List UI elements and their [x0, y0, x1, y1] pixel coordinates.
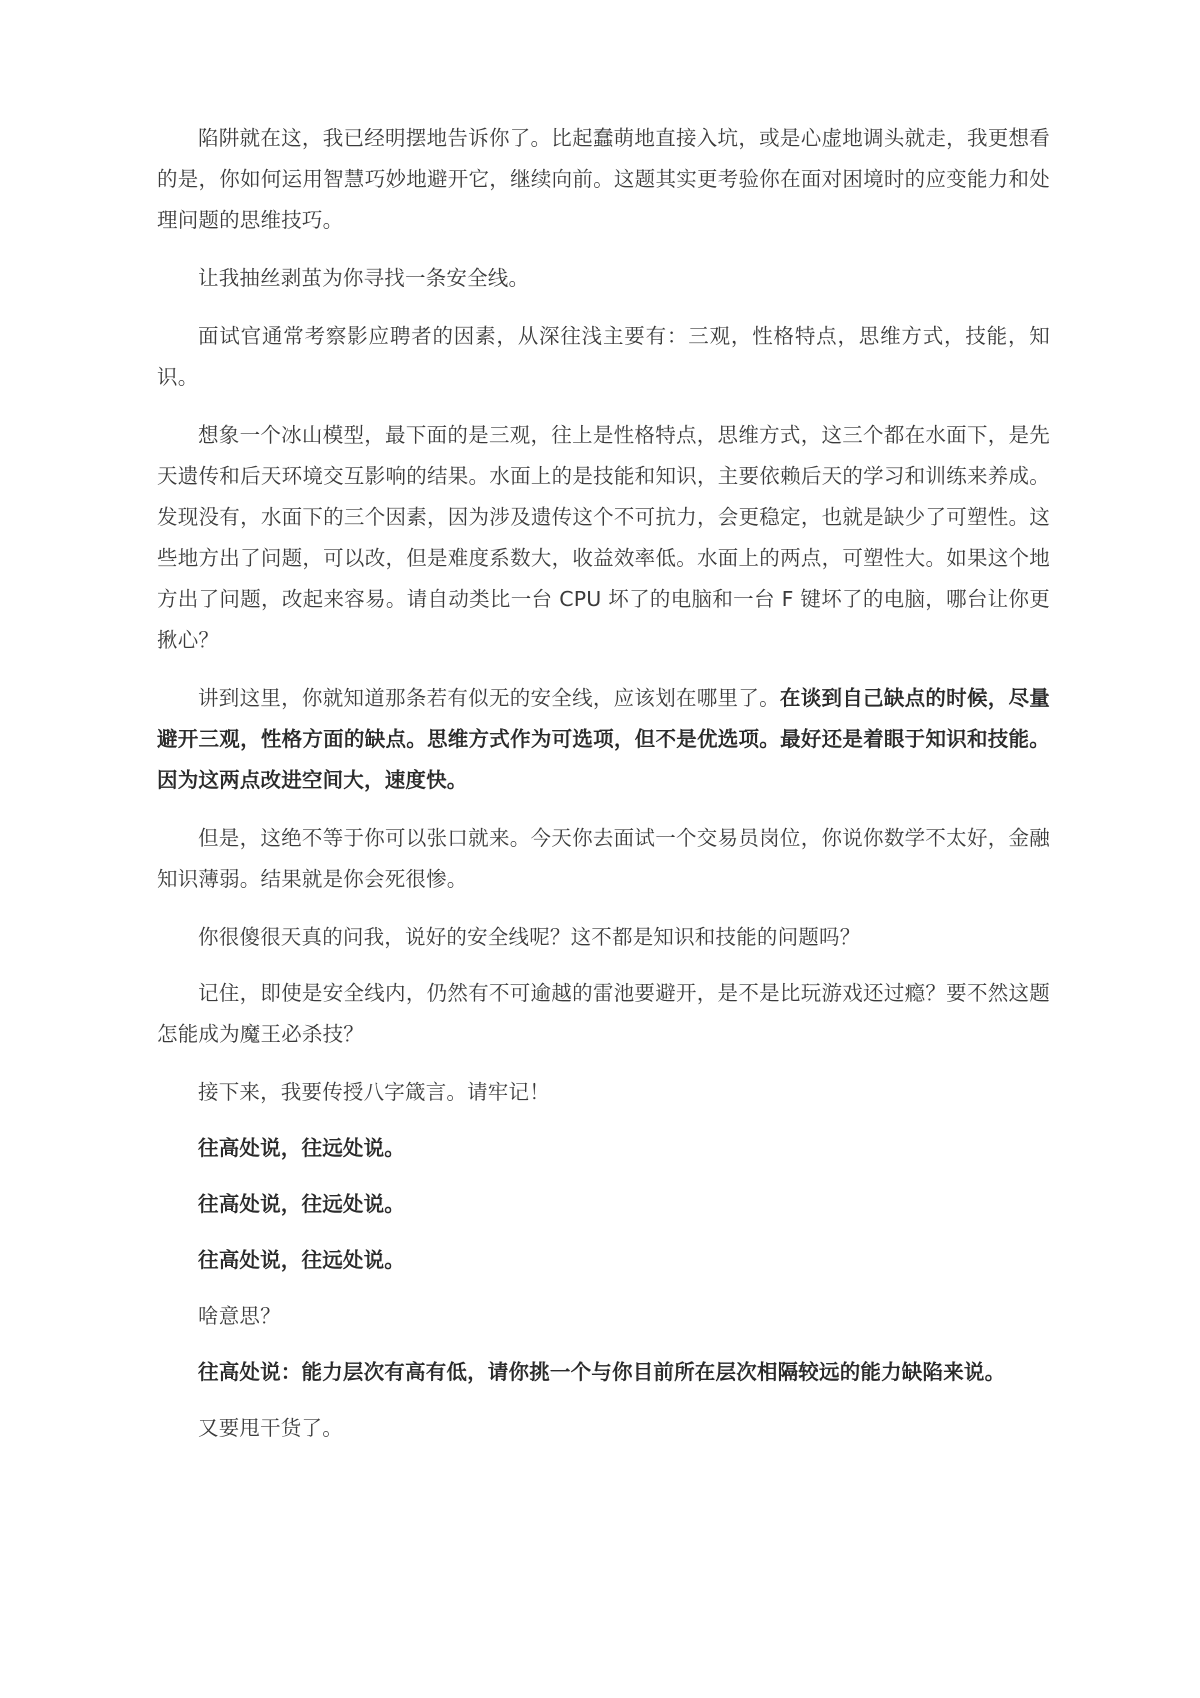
- paragraph: [157, 973, 1050, 1055]
- paragraph: [157, 1296, 1050, 1337]
- paragraph-text: 但是，这绝不等于你可以张口就来。今天你去面试一个交易员岗位，你说你数学不太好，金融知识薄弱。结果就是你会死很惨。: [157, 826, 1050, 891]
- paragraph: [157, 258, 1050, 299]
- paragraph-text: 想象一个冰山模型，最下面的是三观，往上是性格特点，思维方式，这三个都在水面下，是先天遗传和后天环境交互影响的结果。水面上的是技能和知识，主要依赖后天的学习和训练来养成。发现没有，水面下的三个因素，因为涉及遗传这个不可抗力，会更稳定，也就是缺少了可塑性。这些地方出了问题，可以改，但是难度系数大，收益效率低。水面上的两点，可塑性大。如果这个地方出了问题，改起来容易。请自动类比一台 CPU 坏了的电脑和一台 F 键坏了的电脑，哪台让你更揪心？: [157, 423, 1050, 652]
- paragraph: [157, 118, 1050, 241]
- paragraph: [157, 1352, 1050, 1393]
- paragraph-text: 接下来，我要传授八字箴言。请牢记！: [198, 1080, 550, 1104]
- paragraph: [157, 316, 1050, 398]
- emphasized-text: 往高处说，往远处说。: [198, 1136, 405, 1160]
- paragraph: [157, 1240, 1050, 1281]
- emphasized-text: 往高处说，往远处说。: [198, 1192, 405, 1216]
- paragraph: [157, 678, 1050, 801]
- paragraph-text: 面试官通常考察影应聘者的因素，从深往浅主要有：三观，性格特点，思维方式，技能，知识。: [157, 324, 1050, 389]
- paragraph-text: 讲到这里，你就知道那条若有似无的安全线，应该划在哪里了。: [198, 686, 780, 710]
- paragraph-text: 你很傻很天真的问我，说好的安全线呢？这不都是知识和技能的问题吗？: [198, 925, 861, 949]
- paragraph: [157, 415, 1050, 661]
- paragraph: [157, 917, 1050, 958]
- paragraph: [157, 1184, 1050, 1225]
- paragraph-text: 又要甩干货了。: [198, 1416, 343, 1440]
- emphasized-text: 往高处说，往远处说。: [198, 1248, 405, 1272]
- paragraph-text: 让我抽丝剥茧为你寻找一条安全线。: [198, 266, 530, 290]
- paragraph-text: 陷阱就在这，我已经明摆地告诉你了。比起蠢萌地直接入坑，或是心虚地调头就走，我更想看的是，你如何运用智慧巧妙地避开它，继续向前。这题其实更考验你在面对困境时的应变能力和处理问题的思维技巧。: [157, 126, 1050, 232]
- paragraph: [157, 1408, 1050, 1449]
- paragraph: [157, 1128, 1050, 1169]
- document-page: [157, 118, 1050, 1464]
- paragraph: [157, 818, 1050, 900]
- emphasized-text: 往高处说：能力层次有高有低，请你挑一个与你目前所在层次相隔较远的能力缺陷来说。: [198, 1360, 1006, 1384]
- paragraph: [157, 1072, 1050, 1113]
- paragraph-text: 记住，即使是安全线内，仍然有不可逾越的雷池要避开，是不是比玩游戏还过瘾？要不然这题怎能成为魔王必杀技？: [157, 981, 1050, 1046]
- paragraph-text: 啥意思？: [198, 1304, 281, 1328]
- emphasized-text: 在谈到自己缺点的时候，尽量避开三观，性格方面的缺点。思维方式作为可选项，但不是优选项。最好还是着眼于知识和技能。因为这两点改进空间大，速度快。: [157, 686, 1050, 792]
